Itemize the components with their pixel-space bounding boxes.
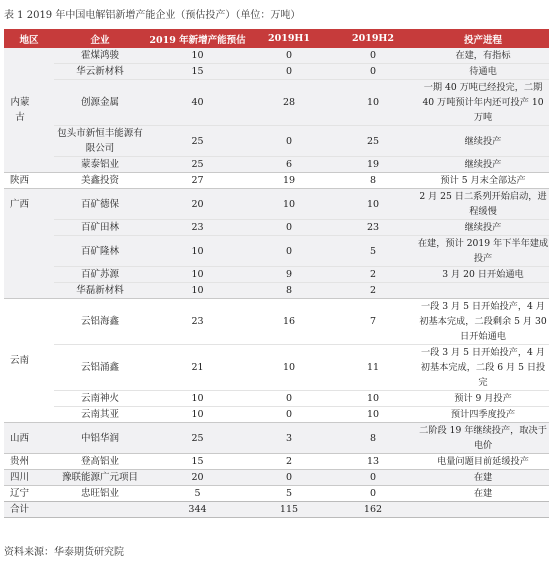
table-row: [4, 454, 549, 470]
company-cell: 霍煤鸿骏: [54, 48, 146, 64]
table-row: [4, 189, 549, 220]
table-row: [4, 126, 549, 157]
h2-cell: 8: [329, 423, 417, 454]
h2-cell: 23: [329, 220, 417, 236]
h2-cell: 0: [329, 470, 417, 486]
company-cell: [54, 502, 146, 518]
capacity-cell: 27: [146, 173, 249, 189]
company-cell: 豫联能源广元项目: [54, 470, 146, 486]
capacity-cell: 10: [191, 409, 204, 420]
progress-cell: 预计 5 月末全部达产: [417, 173, 549, 189]
header-region: 地区: [19, 34, 39, 46]
progress-cell: [417, 502, 549, 518]
table-row: [4, 236, 549, 267]
progress-cell: 二阶段 19 年继续投产，取决于电价: [417, 423, 549, 454]
capacity-cell: 25: [146, 126, 249, 157]
company-cell: 中铝华润: [54, 423, 146, 454]
progress-cell: 电量问题目前延缓投产: [417, 454, 549, 470]
h2-cell: 13: [329, 454, 417, 470]
capacity-cell: 15: [146, 64, 249, 80]
company-cell: 华云新材料: [54, 64, 146, 80]
region-cell: 贵州: [4, 454, 54, 470]
progress-cell: 一段 3 月 5 日开始投产，4 月初基本完成，二段剩余 5 月 30 日开始通电: [417, 299, 549, 345]
progress-cell: 继续投产: [417, 220, 549, 236]
h2-cell: 10: [366, 409, 380, 420]
capacity-cell: 20: [146, 470, 249, 486]
company-cell: 华磊新材料: [54, 283, 146, 299]
total-capacity: 344: [146, 502, 249, 518]
h1-cell: 8: [249, 283, 329, 299]
h2-cell: 10: [329, 80, 417, 126]
table-row: [4, 220, 549, 236]
header-progress: 投产进程: [463, 34, 502, 46]
region-cell: 山西: [4, 423, 54, 454]
h1-cell: 0: [285, 393, 293, 404]
h1-cell: 28: [249, 80, 329, 126]
header-company: 企业: [90, 34, 110, 46]
h2-cell: 8: [329, 173, 417, 189]
capacity-table: [4, 29, 549, 518]
header-row: [4, 29, 549, 48]
header-h2: 2019H2: [351, 33, 395, 44]
capacity-cell: 10: [146, 267, 249, 283]
h2-cell: 5: [329, 236, 417, 267]
company-cell: 云铝涌鑫: [80, 362, 119, 373]
company-cell: 百矿田林: [54, 220, 146, 236]
company-cell: 创源金属: [54, 80, 146, 126]
h2-cell: 2: [329, 267, 417, 283]
h1-cell: 0: [249, 126, 329, 157]
h1-cell: 10: [249, 189, 329, 220]
h2-cell: 10: [329, 189, 417, 220]
table-row: [4, 470, 549, 486]
h1-cell: 0: [249, 48, 329, 64]
h1-cell: 6: [249, 157, 329, 173]
h2-cell: 0: [329, 64, 417, 80]
capacity-cell: 40: [146, 80, 249, 126]
h2-cell: 10: [366, 393, 380, 404]
table-row: [4, 64, 549, 80]
progress-cell: 待通电: [417, 64, 549, 80]
h1-cell: 0: [249, 236, 329, 267]
table-row: [4, 80, 549, 126]
table-row: [4, 391, 549, 407]
h1-cell: 0: [249, 64, 329, 80]
capacity-cell: 5: [146, 486, 249, 502]
company-cell: 云南神火: [80, 393, 119, 404]
source-note: 资料来源：华泰期货研究院: [4, 547, 124, 558]
progress-cell: 在建，有指标: [417, 48, 549, 64]
capacity-cell: 20: [146, 189, 249, 220]
table-row: [4, 486, 549, 502]
table-row: [4, 299, 549, 345]
region-cell: 辽宁: [4, 486, 54, 502]
header-capacity: 2019 年新增产能预估: [149, 34, 246, 46]
h1-cell: 9: [249, 267, 329, 283]
h1-cell: 5: [249, 486, 329, 502]
capacity-cell: 10: [146, 283, 249, 299]
region-cell: 四川: [4, 470, 54, 486]
total-label: 合计: [4, 502, 54, 518]
company-cell: 云铝海鑫: [54, 299, 146, 345]
capacity-cell: 10: [146, 236, 249, 267]
table-row: [4, 157, 549, 173]
capacity-cell: 10: [146, 48, 249, 64]
capacity-cell: 23: [146, 299, 249, 345]
h2-cell: 2: [329, 283, 417, 299]
company-cell: 云南其亚: [80, 409, 119, 420]
company-cell: 美鑫投资: [54, 173, 146, 189]
progress-cell: 一期 40 万吨已经投完，二期 40 万吨预计年内还可投产 10 万吨: [417, 80, 549, 126]
company-cell: 百矿苏源: [54, 267, 146, 283]
region-cell: 陕西: [4, 173, 54, 189]
progress-cell: 在建，预计 2019 年下半年建成投产: [417, 236, 549, 267]
capacity-cell: 25: [146, 423, 249, 454]
total-h1: 115: [249, 502, 329, 518]
capacity-cell: 10: [191, 393, 204, 404]
progress-cell: 2 月 25 日二系列开始启动，进程缓慢: [417, 189, 549, 220]
h1-cell: 0: [285, 409, 293, 420]
capacity-cell: 25: [146, 157, 249, 173]
capacity-cell: 23: [146, 220, 249, 236]
company-cell: 忠旺铝业: [54, 486, 146, 502]
h2-cell: 7: [329, 299, 417, 345]
h1-cell: 16: [249, 299, 329, 345]
progress-cell: 预计 9 月投产: [454, 393, 512, 404]
capacity-cell: 21: [191, 362, 204, 373]
table-row: [4, 345, 549, 391]
progress-cell: 继续投产: [417, 126, 549, 157]
progress-cell: 在建: [417, 486, 549, 502]
h1-cell: 19: [249, 173, 329, 189]
table-row: [4, 423, 549, 454]
h2-cell: 19: [329, 157, 417, 173]
table-row: [4, 173, 549, 189]
h1-cell: 2: [249, 454, 329, 470]
h1-cell: 0: [249, 220, 329, 236]
h2-cell: 25: [329, 126, 417, 157]
table-caption: 表 1 2019 年中国电解铝新增产能企业（预估投产）（单位：万吨）: [4, 10, 301, 21]
company-cell: 百矿德保: [54, 189, 146, 220]
region-cell: 云南: [4, 299, 54, 423]
h1-cell: 10: [282, 362, 296, 373]
table-row: [4, 283, 549, 299]
h1-cell: 0: [249, 470, 329, 486]
table-row: [4, 48, 549, 64]
region-cell: 广西: [4, 189, 54, 299]
header-h1: 2019H1: [267, 33, 311, 44]
progress-cell: 预计四季度投产: [450, 409, 516, 420]
progress-cell: 在建: [417, 470, 549, 486]
progress-cell: [417, 283, 549, 299]
progress-cell: 一段 3 月 5 日开始投产，4 月初基本完成，二段 6 月 5 日投完: [420, 347, 546, 388]
total-row: [4, 502, 549, 518]
region-cell: 内蒙古: [4, 48, 54, 173]
h1-cell: 3: [249, 423, 329, 454]
table-row: [4, 407, 549, 423]
capacity-cell: 15: [146, 454, 249, 470]
progress-cell: 3 月 20 日开始通电: [417, 267, 549, 283]
table-row: [4, 267, 549, 283]
company-cell: 包头市新恒丰能源有限公司: [54, 126, 146, 157]
total-h2: 162: [329, 502, 417, 518]
company-cell: 百矿隆林: [54, 236, 146, 267]
progress-cell: 继续投产: [417, 157, 549, 173]
h2-cell: 0: [329, 486, 417, 502]
company-cell: 蒙泰铝业: [54, 157, 146, 173]
h2-cell: 0: [329, 48, 417, 64]
h2-cell: 11: [366, 362, 380, 373]
company-cell: 登高铝业: [54, 454, 146, 470]
